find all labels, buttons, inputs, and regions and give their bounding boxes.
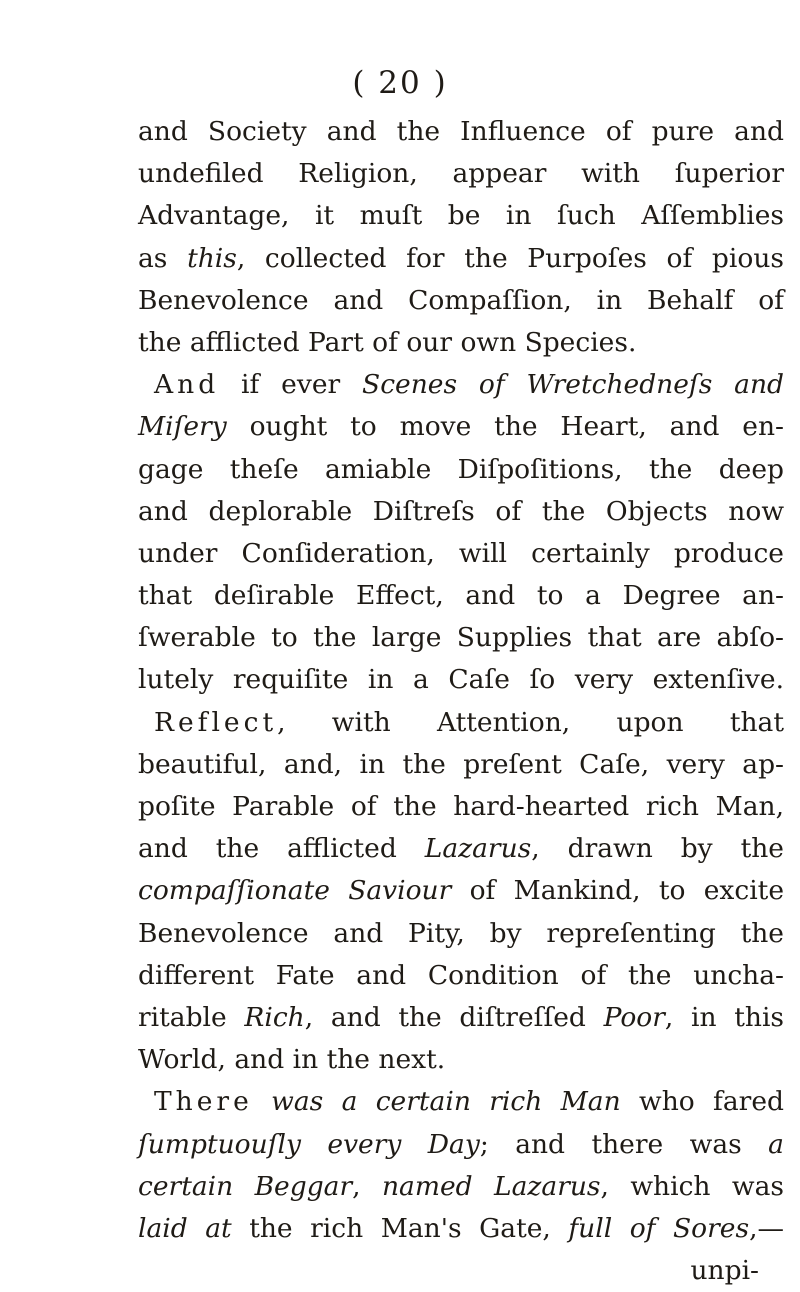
text-run: if ever xyxy=(219,369,363,401)
text-run: , drawn by the xyxy=(531,833,784,865)
text-line xyxy=(138,322,784,364)
italic-text: Rich xyxy=(244,1001,305,1033)
text-run: World, and in the next. xyxy=(138,1044,446,1076)
text-line xyxy=(138,491,784,533)
small-caps-text: There xyxy=(154,1086,253,1118)
text-run: the afflicted Part of our own Species. xyxy=(138,326,637,358)
italic-text: a xyxy=(768,1128,784,1160)
italic-text: was a certain rich Man xyxy=(271,1086,621,1118)
text-run: ,— xyxy=(749,1212,784,1244)
text-run: that deſirable Effect, and to a Degree an- xyxy=(138,580,784,612)
text-run: Benevolence and Pity, by repreſenting the xyxy=(138,917,784,949)
text-run: under Conſideration, will certainly produce xyxy=(138,537,784,569)
text-run: who fared xyxy=(620,1086,784,1118)
page-number: ( 20 ) xyxy=(352,65,448,101)
text-line xyxy=(138,1208,784,1250)
italic-text: compaſſionate Saviour xyxy=(138,875,452,907)
text-line xyxy=(138,449,784,491)
text-line xyxy=(138,870,784,912)
text-run: , which was xyxy=(600,1170,784,1202)
text-line xyxy=(138,575,784,617)
text-run: Benevolence and Compaſſion, in Behalf of xyxy=(138,284,784,316)
text-run: poſite Parable of the hard-hearted rich Man, xyxy=(138,791,784,822)
text-line xyxy=(138,1124,784,1166)
text-run: , with Attention, upon that xyxy=(277,706,784,738)
text-line xyxy=(138,1081,784,1123)
small-caps-text: Reflect xyxy=(154,706,278,738)
text-run: , xyxy=(352,1170,382,1202)
text-line xyxy=(138,1250,784,1292)
text-line xyxy=(138,153,784,195)
text-run: different Fate and Condition of the uncha- xyxy=(138,959,784,991)
italic-text: Lazarus xyxy=(424,833,532,865)
italic-text: Poor xyxy=(603,1001,665,1033)
text-line xyxy=(138,1166,784,1208)
text-run: and deplorable Diſtreſs of the Objects now xyxy=(138,495,784,527)
italic-text: full of Sores xyxy=(568,1212,750,1244)
text-line xyxy=(138,617,784,659)
text-run: of Mankind, to excite xyxy=(451,875,784,907)
text-run: beautiful, and, in the preſent Caſe, very ap- xyxy=(138,748,784,780)
text-run: Advantage, it muſt be in ſuch Aſſemblies xyxy=(138,200,784,232)
text-line xyxy=(138,913,784,955)
italic-text: Scenes of Wretchedneſs and xyxy=(362,369,785,401)
text-line xyxy=(138,828,784,870)
text-run: , collected for the Purpoſes of pious xyxy=(236,242,784,274)
text-line xyxy=(138,997,784,1039)
text-line xyxy=(138,364,784,406)
italic-text: this xyxy=(187,242,237,274)
text-run: as xyxy=(138,242,188,274)
text-line xyxy=(138,955,784,997)
small-caps-text: And xyxy=(154,369,220,401)
italic-text: laid at xyxy=(138,1212,232,1244)
text-line xyxy=(138,786,784,828)
italic-text: certain Beggar xyxy=(138,1170,353,1202)
text-run: ritable xyxy=(138,1001,245,1033)
italic-text: ſumptuouſly every Day xyxy=(138,1128,480,1160)
text-line xyxy=(138,702,784,744)
text-run: and the afflicted xyxy=(138,833,425,865)
body-text xyxy=(138,111,784,1292)
italic-text: Miſery xyxy=(138,411,227,443)
text-line xyxy=(138,111,784,153)
text-run: ought to move the Heart, and en- xyxy=(226,411,784,443)
text-run: and Society and the Influence of pure and xyxy=(138,116,784,147)
text-line xyxy=(138,406,784,448)
text-run: ſwerable to the large Supplies that are abſo- xyxy=(138,622,784,654)
text-run: unpi- xyxy=(690,1255,759,1287)
text-line xyxy=(138,280,784,322)
text-line xyxy=(138,744,784,786)
text-run: the rich Man's Gate, xyxy=(231,1212,569,1244)
text-line xyxy=(138,1039,784,1081)
text-line xyxy=(138,533,784,575)
text-run: ; and there was xyxy=(479,1128,769,1160)
text-run: , and the diſtreſſed xyxy=(304,1001,604,1033)
text-line xyxy=(138,659,784,701)
italic-text: named Lazarus xyxy=(381,1170,601,1202)
text-run: gage theſe amiable Diſpoſitions, the deep xyxy=(138,453,784,485)
text-run xyxy=(253,1086,271,1117)
text-run: , in this xyxy=(664,1001,785,1033)
text-run: lutely requiſite in a Caſe ſo very extenſive. xyxy=(138,664,784,696)
text-line xyxy=(138,195,784,237)
text-run: undefiled Religion, appear with ſuperior xyxy=(138,158,784,190)
text-line xyxy=(138,238,784,280)
